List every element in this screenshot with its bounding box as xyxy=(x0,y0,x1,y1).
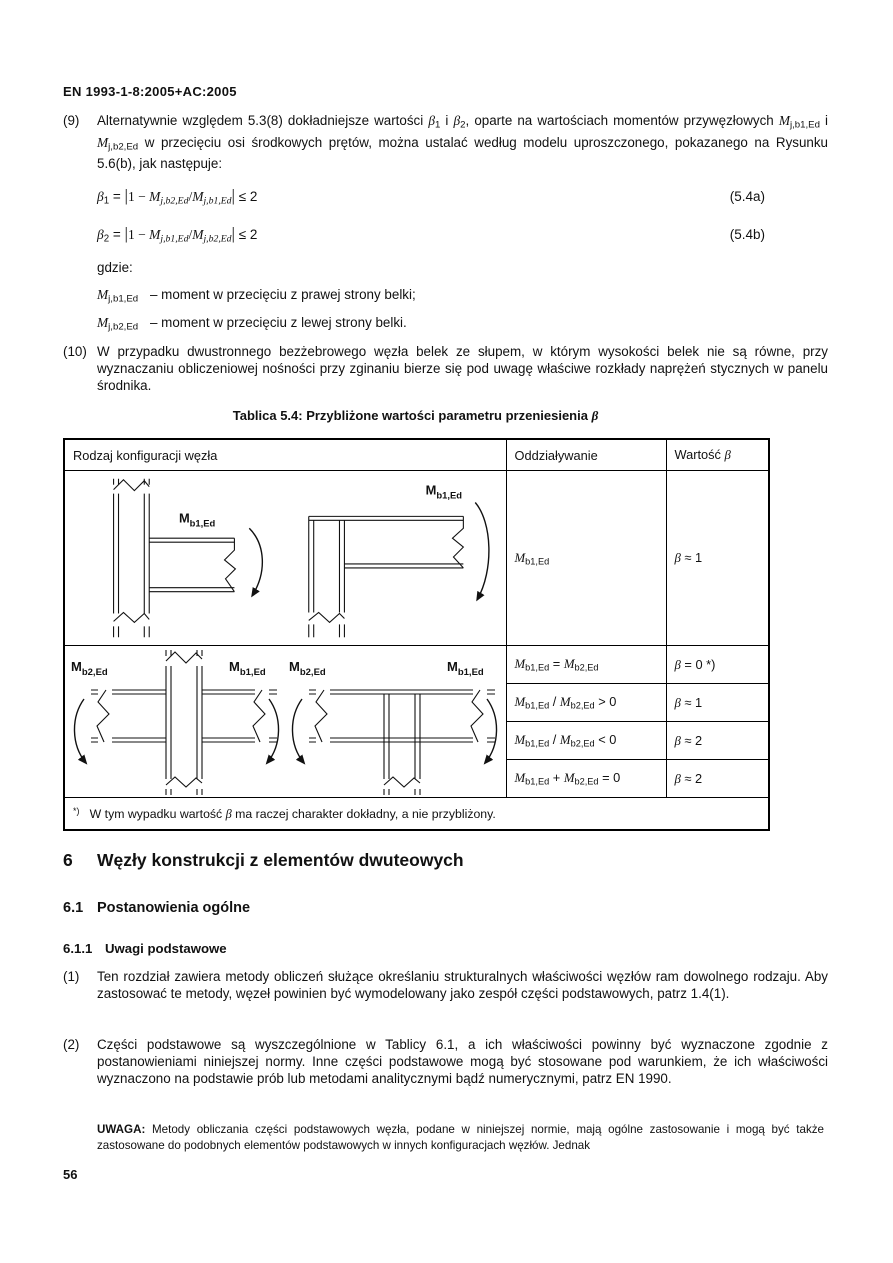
definition-mjb1-desc: – moment w przecięciu z prawej strony belki; xyxy=(150,287,416,302)
diagram-single-sided-joint xyxy=(68,472,278,644)
col-header-action: Oddziaływanie xyxy=(506,439,666,471)
page-number: 56 xyxy=(63,1167,78,1182)
moment-label-mb1ed: $M_{b1,Ed}$ xyxy=(178,510,216,529)
paragraph-9 xyxy=(63,112,828,172)
col-header-beta-value: Wartość β xyxy=(666,439,769,471)
cell-value-beta-approx-2a: β ≈ 2 xyxy=(666,722,769,760)
paragraph-1-number: (1) xyxy=(63,969,80,984)
diagram-beams-over-column-joint xyxy=(287,647,502,797)
section-6-1-1-title: Uwagi podstawowe xyxy=(105,941,227,956)
section-6-1-number: 6.1 xyxy=(63,900,84,916)
table-footnote-row xyxy=(64,798,769,831)
equation-5-4a-number: (5.4a) xyxy=(729,189,765,204)
section-6-number: 6 xyxy=(63,850,73,870)
cell-cond-ratio-negative: $M_{b1,Ed} / M_{b2,Ed} < 0$ xyxy=(506,722,666,760)
paragraph-10-number: (10) xyxy=(63,344,87,359)
section-6-1-1-heading xyxy=(63,941,227,956)
section-6-1-1-number: 6.1.1 xyxy=(63,941,93,956)
moment-label-mb1ed: $M_{b1,Ed}$ xyxy=(425,482,462,501)
paragraph-10-text: W przypadku dwustronnego bezżebrowego węzła belek ze słupem, w którym wysokości belek nie są równe, przy wyznaczaniu obliczeniowej nośności przy zginaniu bierze się pod uwagę właściwe rozkłady naprężeń stycznych w panelu środnika. xyxy=(97,344,828,393)
paragraph-2-number: (2) xyxy=(63,1037,80,1052)
cell-value-beta-0: β = 0 *) xyxy=(666,646,769,684)
diagram-double-sided-joint xyxy=(69,647,284,797)
equation-5-4a xyxy=(63,186,765,207)
table-footnote: *) W tym wypadku wartość β ma raczej charakter dokładny, a nie przybliżony. xyxy=(64,798,769,831)
cell-cond-sum-zero: $M_{b1,Ed} + M_{b2,Ed} = 0$ xyxy=(506,760,666,798)
definition-mjb2 xyxy=(97,315,407,333)
paragraph-1-text: Ten rozdział zawiera metody obliczeń służące określaniu strukturalnych właściwości węzłów ram dowolnego rodzaju. Aby zastosować te metody, węzeł powinien być wymodelowany jako zespół części podstawowych, patrz 1.4(1). xyxy=(97,969,828,1001)
cell-double-sided-diagrams xyxy=(64,646,506,798)
equation-5-4b-formula: $\beta_2 = |1 - M_{j,b1,Ed}/M_{j,b2,Ed}| \le 2$ xyxy=(97,224,258,245)
moment-label-mb2ed: $M_{b2,Ed}$ xyxy=(70,658,108,678)
cell-action-mb1ed: $M_{b1,Ed}$ xyxy=(506,471,666,646)
moment-label-mb1ed: $M_{b1,Ed}$ xyxy=(447,658,484,678)
table-5-4-caption: Tablica 5.4: Przybliżone wartości parametru przeniesienia β xyxy=(232,408,599,423)
table-row-equal-moments xyxy=(64,646,769,684)
paragraph-10 xyxy=(63,343,828,394)
document-header: EN 1993-1-8:2005+AC:2005 xyxy=(63,84,237,99)
definition-mjb1-term: $M_{j,b1,Ed}$ xyxy=(97,287,139,305)
cell-value-beta-approx-2b: β ≈ 2 xyxy=(666,760,769,798)
paragraph-1 xyxy=(63,968,828,1002)
equation-5-4b xyxy=(63,224,765,245)
table-5-4 xyxy=(63,438,770,831)
cell-single-sided-diagrams xyxy=(64,471,506,646)
note-uwaga: UWAGA: Metody obliczania części podstawowych węzła, podane w niniejszej normie, mają ogólne zastosowanie i mogą być także zastosowane do podobnych elementów podstawowych w innych konfiguracjach węzłów. Jednak xyxy=(97,1123,824,1152)
diagram-column-top-joint xyxy=(281,472,503,644)
where-label: gdzie: xyxy=(97,260,133,275)
cell-cond-equal: $M_{b1,Ed} = M_{b2,Ed}$ xyxy=(506,646,666,684)
cell-cond-ratio-positive: $M_{b1,Ed} / M_{b2,Ed} > 0$ xyxy=(506,684,666,722)
equation-5-4b-number: (5.4b) xyxy=(729,227,765,242)
section-6-1-title: Postanowienia ogólne xyxy=(97,900,251,916)
section-6-heading xyxy=(63,850,464,871)
moment-label-mb2ed: $M_{b2,Ed}$ xyxy=(289,658,326,678)
paragraph-2 xyxy=(63,1036,828,1087)
equation-5-4a-formula: $\beta_1 = |1 - M_{j,b2,Ed}/M_{j,b1,Ed}| \le 2$ xyxy=(97,186,258,207)
definition-mjb1 xyxy=(97,287,416,305)
moment-label-mb1ed: $M_{b1,Ed}$ xyxy=(228,658,266,678)
paragraph-2-text: Części podstawowe są wyszczególnione w Tablicy 6.1, a ich właściwości powinny być wyznaczone zgodnie z postanowieniami niniejszej normy. Inne części podstawowe mogą być stosowane pod warunkiem, że ich właściwości wyznaczono na podstawie prób lub metodami analitycznymi bądź numerycznymi, patrz EN 1990. xyxy=(97,1037,828,1086)
cell-value-beta-approx-1: β ≈ 1 xyxy=(666,684,769,722)
section-6-title: Węzły konstrukcji z elementów dwuteowych xyxy=(97,850,464,870)
table-row-single-sided xyxy=(64,471,769,646)
paragraph-9-text: Alternatywnie względem 5.3(8) dokładniejsze wartości $\beta_1$ i $\beta_2$, oparte na wartościach momentów przywęzłowych $M_{j,b1,Ed}$ i $M_{j,b2,Ed}$ w przecięciu osi środkowych prętów, można ustalać według modelu uproszczonego, pokazanego na Rysunku 5.6(b), jak następuje: xyxy=(97,113,828,172)
section-6-1-heading xyxy=(63,900,250,916)
definition-mjb2-desc: – moment w przecięciu z lewej strony belki. xyxy=(150,315,407,330)
table-header-row xyxy=(64,439,769,471)
cell-value-beta-1: β ≈ 1 xyxy=(666,471,769,646)
paragraph-9-number: (9) xyxy=(63,113,80,128)
col-header-configuration: Rodzaj konfiguracji węzła xyxy=(64,439,506,471)
definition-mjb2-term: $M_{j,b2,Ed}$ xyxy=(97,315,139,333)
